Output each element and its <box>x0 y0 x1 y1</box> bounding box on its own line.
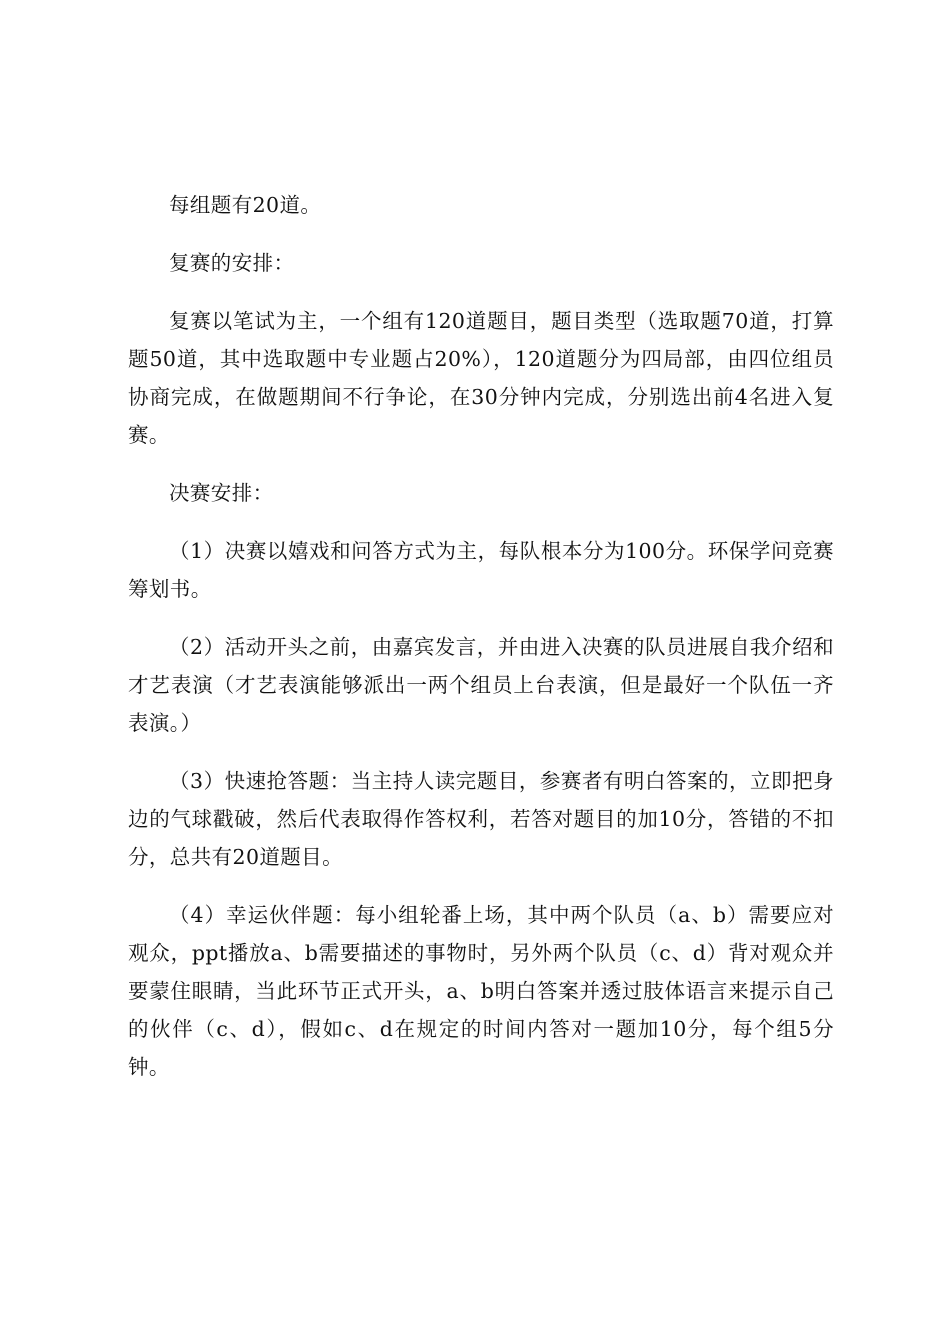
paragraph-question-count: 每组题有20道。 <box>169 193 322 217</box>
paragraph-final-rule-2: （2）活动开头之前，由嘉宾发言，并由进入决赛的队员进展自我介绍和才艺表演（才艺表演能够派出一两个组员上台表演，但是最好一个队伍一齐表演。） <box>128 635 834 735</box>
paragraph-semifinal-heading: 复赛的安排： <box>169 251 295 275</box>
document-body <box>128 186 834 1106</box>
paragraph-final-heading: 决赛安排： <box>169 481 274 505</box>
paragraph-final-rule-1: （1）决赛以嬉戏和问答方式为主，每队根本分为100分。环保学问竞赛筹划书。 <box>128 539 834 601</box>
paragraph-final-rule-4: （4）幸运伙伴题：每小组轮番上场，其中两个队员（a、b）需要应对观众，ppt播放a、b需要描述的事物时，另外两个队员（c、d）背对观众并要蒙住眼睛，当此环节正式开头，a、b明白答案并透过肢体语言来提示自己的伙伴（c、d），假如c、d在规定的时间内答对一题加10分，每个组5分钟。 <box>128 903 834 1079</box>
paragraph-semifinal-rules: 复赛以笔试为主，一个组有120道题目，题目类型（选取题70道，打算题50道，其中选取题中专业题占20%），120道题分为四局部，由四位组员协商完成，在做题期间不行争论，在30分钟内完成，分别选出前4名进入复赛。 <box>128 309 834 447</box>
paragraph-final-rule-3: （3）快速抢答题：当主持人读完题目，参赛者有明白答案的，立即把身边的气球戳破，然后代表取得作答权利，若答对题目的加10分，答错的不扣分，总共有20道题目。 <box>128 769 834 869</box>
